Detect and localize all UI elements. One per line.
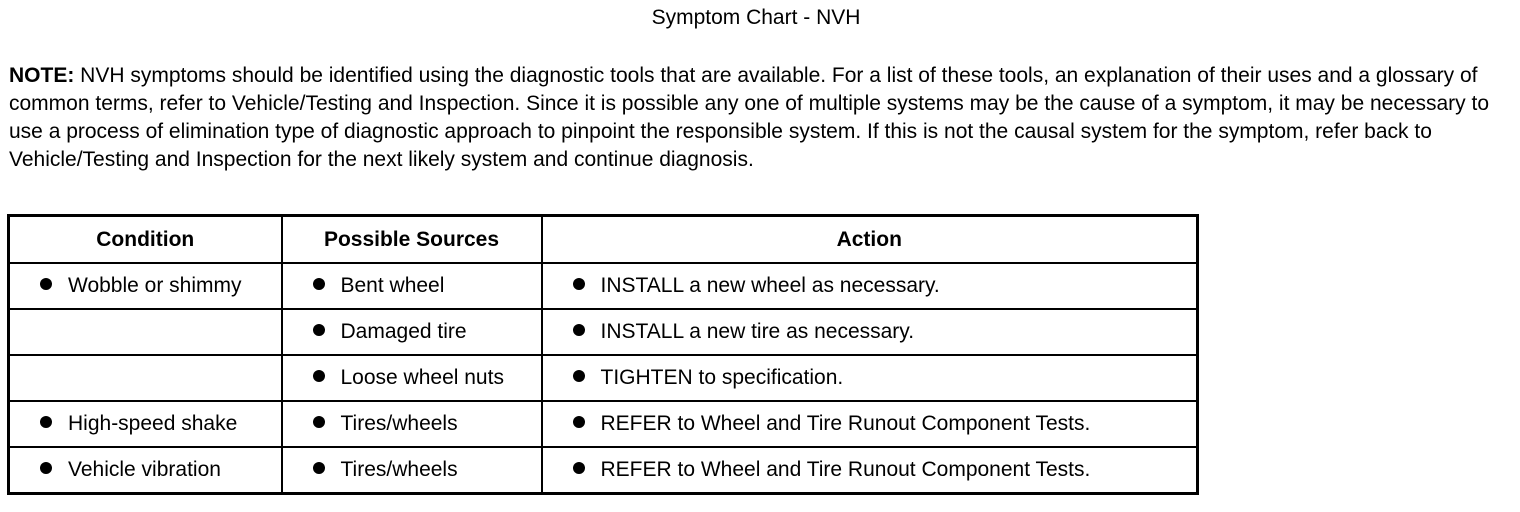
action-text: INSTALL a new tire as necessary. [600,320,915,343]
bullet-icon [573,370,585,382]
symptom-table [7,214,1199,495]
source-text: Tires/wheels [340,412,458,435]
action-text: REFER to Wheel and Tire Runout Component Tests. [600,458,1091,481]
action-text: TIGHTEN to specification. [600,366,844,389]
condition-cell [9,401,282,447]
table-row [9,401,1198,447]
source-cell [282,447,542,494]
source-cell [282,263,542,309]
header-condition: Condition [9,216,282,264]
source-text: Tires/wheels [340,458,458,481]
note-text: NVH symptoms should be identified using the diagnostic tools that are available. For a list of these tools, an explanation of their uses and a glossary of common terms, refer to Vehicle/Testing and Inspection. Since it is possible any one of multiple systems may be the cause of a symptom, it may be necessary to use a process of elimination type of diagnostic approach to pinpoint the responsible system. If this is not the causal system for the symptom, refer back to Vehicle/Testing and Inspection for the next likely system and continue diagnosis. [9,64,1490,171]
bullet-icon [573,278,585,290]
header-possible-sources: Possible Sources [282,216,542,264]
condition-cell [9,263,282,309]
page-title: Symptom Chart - NVH [651,6,861,29]
note-paragraph [9,62,1509,174]
bullet-icon [313,324,325,336]
bullet-icon [313,370,325,382]
bullet-icon [313,278,325,290]
action-text: INSTALL a new wheel as necessary. [600,274,940,297]
action-cell [542,447,1198,494]
condition-text: Vehicle vibration [68,458,221,481]
action-cell [542,355,1198,401]
bullet-icon [40,462,52,474]
bullet-icon [40,416,52,428]
table-row [9,447,1198,494]
table-row [9,355,1198,401]
condition-cell [9,447,282,494]
action-cell [542,401,1198,447]
action-cell [542,309,1198,355]
action-cell [542,263,1198,309]
bullet-icon [573,416,585,428]
bullet-icon [573,462,585,474]
table-header-row [9,216,1198,264]
note-label: NOTE: [9,64,75,87]
source-cell [282,401,542,447]
bullet-icon [573,324,585,336]
source-text: Damaged tire [340,320,467,343]
table-row [9,263,1198,309]
condition-text: High-speed shake [68,412,238,435]
source-cell [282,309,542,355]
table-row [9,309,1198,355]
source-cell [282,355,542,401]
condition-cell [9,309,282,355]
condition-cell [9,355,282,401]
bullet-icon [313,462,325,474]
header-action: Action [542,216,1198,264]
bullet-icon [40,278,52,290]
condition-text: Wobble or shimmy [68,274,242,297]
action-text: REFER to Wheel and Tire Runout Component Tests. [600,412,1091,435]
source-text: Loose wheel nuts [340,366,504,389]
source-text: Bent wheel [340,274,445,297]
bullet-icon [313,416,325,428]
